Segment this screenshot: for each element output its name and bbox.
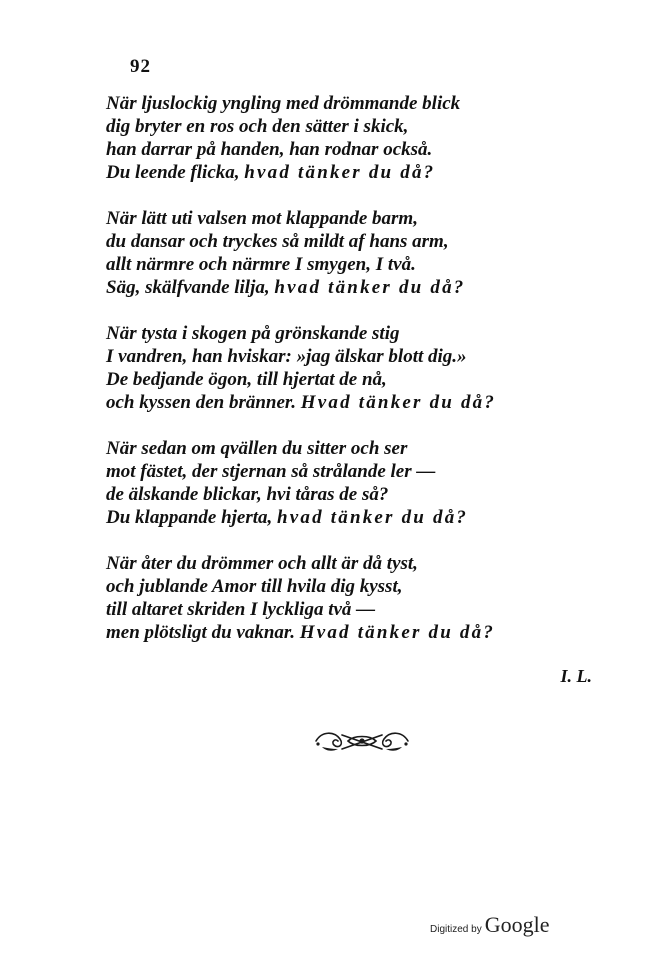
poem-line: När ljuslockig yngling med drömmande blick <box>106 93 461 114</box>
page-number: 92 <box>130 56 151 77</box>
refrain: hvad tänker du då? <box>244 162 436 183</box>
line-prefix: Säg, skälfvande lilja, <box>106 277 275 298</box>
signature: I. L. <box>560 666 592 686</box>
line-prefix: Du leende flicka, <box>106 162 245 183</box>
poem <box>106 92 626 667</box>
refrain: Hvad tänker du då? <box>300 392 497 413</box>
digitized-by-text: Digitized by <box>430 924 482 935</box>
scroll-ornament-icon <box>312 727 412 755</box>
poem-line-last <box>106 506 626 529</box>
refrain: Hvad tänker du då? <box>299 622 496 643</box>
poem-line: När sedan om qvällen du sitter och ser <box>106 438 408 459</box>
line-prefix: Du klappande hjerta, <box>106 507 278 528</box>
google-logo: Google <box>484 912 550 937</box>
digitized-footer <box>430 912 549 938</box>
poem-line: När tysta i skogen på grönskande stig <box>106 323 400 344</box>
poem-line: han darrar på handen, han rodnar också. <box>106 139 433 160</box>
poem-line: och jublande Amor till hvila dig kysst, <box>106 576 403 597</box>
line-prefix: och kyssen den bränner. <box>106 392 301 413</box>
refrain: hvad tänker du då? <box>277 507 469 528</box>
line-prefix: men plötsligt du vaknar. <box>106 622 300 643</box>
poem-line: dig bryter en ros och den sätter i skick, <box>106 116 409 137</box>
refrain: hvad tänker du då? <box>274 277 466 298</box>
poem-line: du dansar och tryckes så mildt af hans arm, <box>106 231 449 252</box>
poem-line: till altaret skriden I lyckliga två — <box>106 599 376 620</box>
stanza-3 <box>106 322 626 414</box>
poem-line: I vandren, han hviskar: »jag älskar blott dig.» <box>106 346 467 367</box>
poem-line: När lätt uti valsen mot klappande barm, <box>106 208 418 229</box>
stanza-2 <box>106 207 626 299</box>
poem-line: De bedjande ögon, till hjertat de nå, <box>106 369 387 390</box>
stanza-1 <box>106 92 626 184</box>
poem-line: allt närmre och närmre I smygen, I två. <box>106 254 416 275</box>
poem-line-last <box>106 161 626 184</box>
stanza-5 <box>106 552 626 644</box>
poem-line-last <box>106 621 626 644</box>
poem-line: mot fästet, der stjernan så strålande ler — <box>106 461 436 482</box>
poem-line-last <box>106 391 626 414</box>
poem-line: de älskande blickar, hvi tåras de så? <box>106 484 389 505</box>
poem-line: När åter du drömmer och allt är då tyst, <box>106 553 418 574</box>
stanza-4 <box>106 437 626 529</box>
poem-line-last <box>106 276 626 299</box>
